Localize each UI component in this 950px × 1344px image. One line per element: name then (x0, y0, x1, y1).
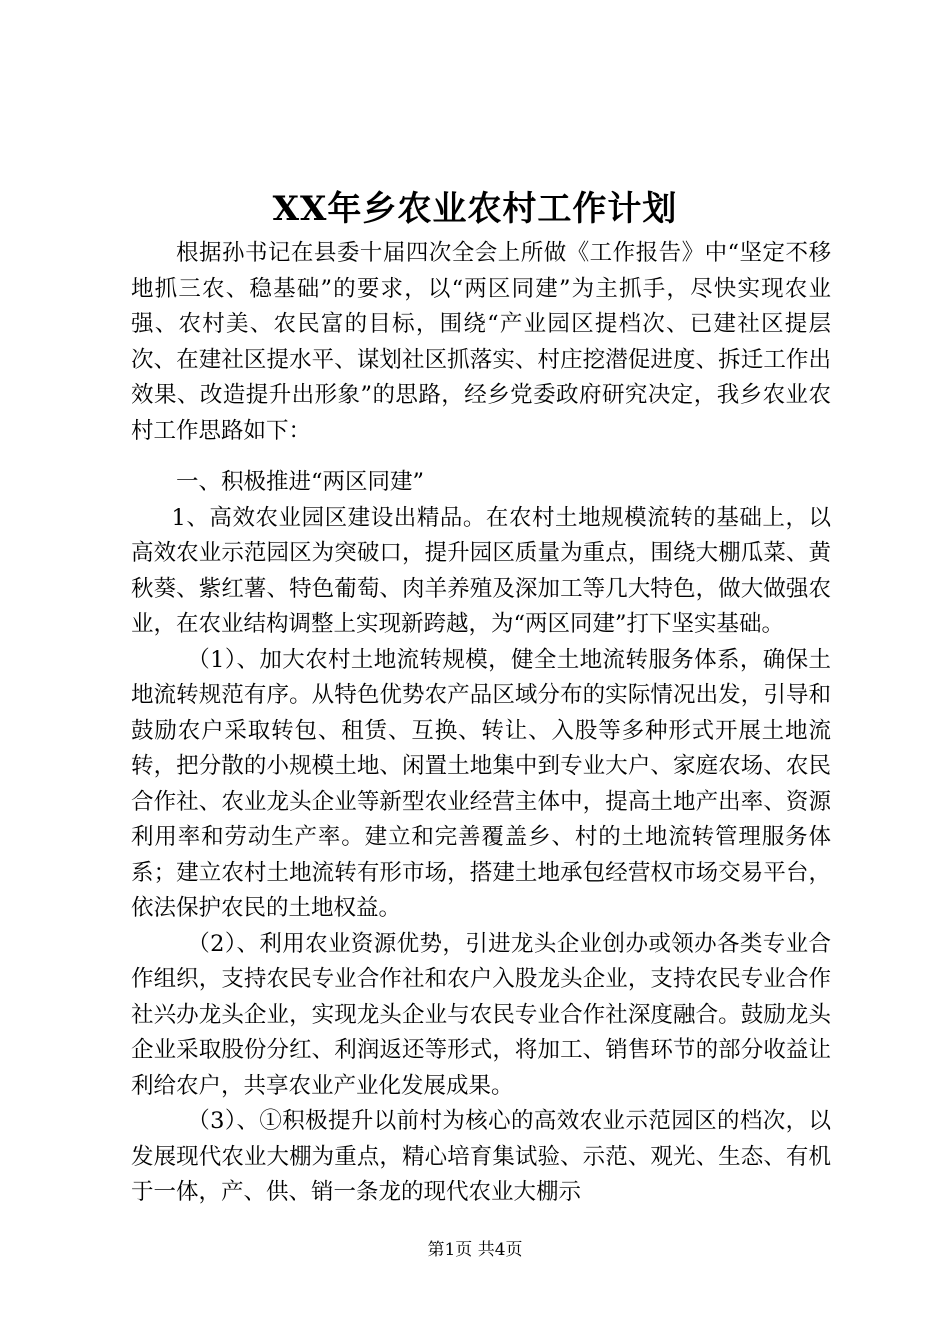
item-paragraph-3: （2）、利用农业资源优势，引进龙头企业创办或领办各类专业合作组织，支持农民专业合作社和农户入股龙头企业，支持农民专业合作社兴办龙头企业，实现龙头企业与农民专业合作社深度融合。鼓励龙头企业采取股份分红、利润返还等形式，将加工、销售环节的部分收益让利给农户，共享农业产业化发展成果。 (131, 930, 831, 1099)
document-body (131, 236, 831, 1211)
section-heading: 一、积极推进“两区同建” (176, 469, 425, 495)
document-title: XX年乡农业农村工作计划 (272, 189, 678, 229)
item-paragraph-4: （3）、①积极提升以前村为核心的高效农业示范园区的档次，以发展现代农业大棚为重点，精心培育集试验、示范、观光、生态、有机于一体，产、供、销一条龙的现代农业大棚示 (131, 1108, 831, 1205)
item-paragraph-2: （1）、加大农村土地流转规模，健全土地流转服务体系，确保土地流转规范有序。从特色优势农产品区域分布的实际情况出发，引导和鼓励农户采取转包、租赁、互换、转让、入股等多种形式开展土地流转，把分散的小规模土地、闲置土地集中到专业大户、家庭农场、农民合作社、农业龙头企业等新型农业经营主体中，提高土地产出率、资源利用率和劳动生产率。建立和完善覆盖乡、村的土地流转管理服务体系；建立农村土地流转有形市场，搭建土地承包经营权市场交易平台，依法保护农民的土地权益。 (131, 646, 831, 921)
item-paragraph-1: 1、高效农业园区建设出精品。在农村土地规模流转的基础上，以高效农业示范园区为突破口，提升园区质量为重点，围绕大棚瓜菜、黄秋葵、紫红薯、特色葡萄、肉羊养殖及深加工等几大特色，做大做强农业，在农业结构调整上实现新跨越，为“两区同建”打下坚实基础。 (131, 504, 831, 637)
intro-paragraph: 根据孙书记在县委十届四次全会上所做《工作报告》中“坚定不移地抓三农、稳基础”的要求，以“两区同建”为主抓手，尽快实现农业强、农村美、农民富的目标，围绕“产业园区提档次、已建社区提层次、在建社区提水平、谋划社区抓落实、村庄挖潜促进度、拆迁工作出效果、改造提升出形象”的思路，经乡党委政府研究决定，我乡农业农村工作思路如下： (131, 240, 831, 444)
section-spacer (131, 449, 831, 465)
page-number: 第1页 共4页 (427, 1240, 523, 1260)
